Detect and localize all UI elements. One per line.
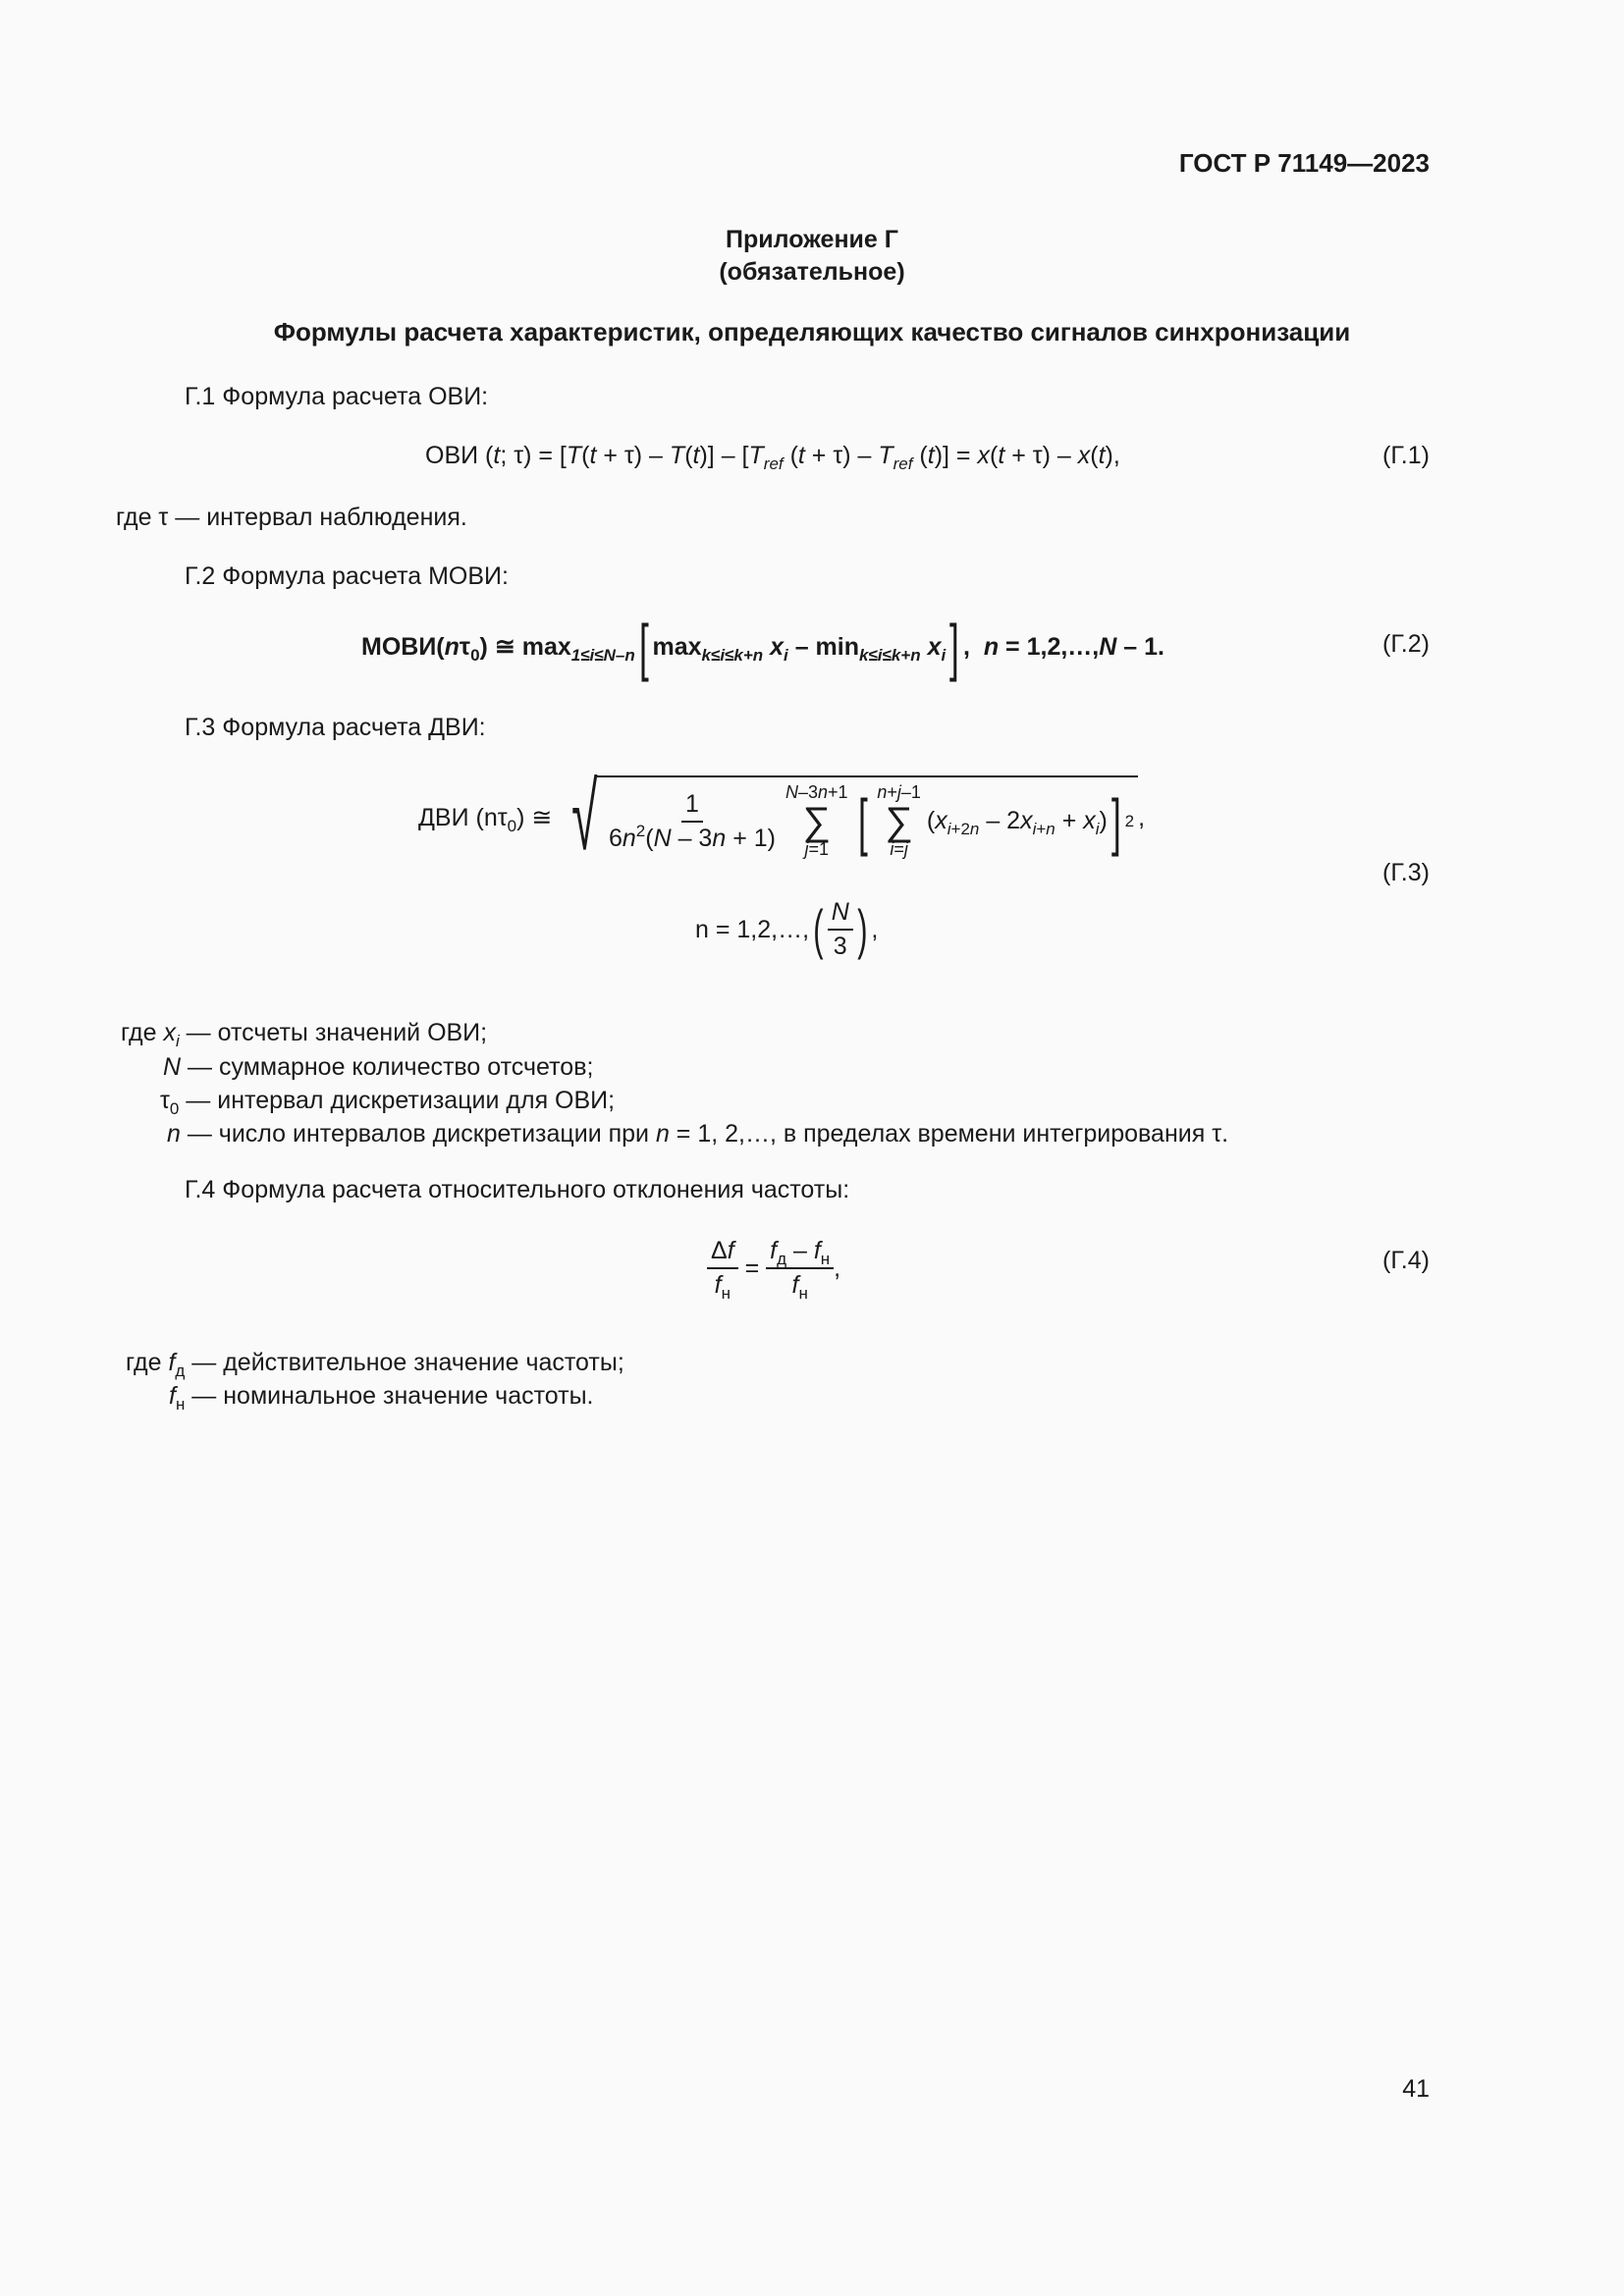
g3-intro: Г.3 Формула расчета ДВИ: xyxy=(185,714,486,741)
page-number: 41 xyxy=(1402,2075,1430,2103)
formula-g3: ДВИ $(n\tau_0)$ ≅ √ $\frac{1}{6n^2(N - 3n + 1)}$ N–3n+1 ∑ j=1 [ n+j–1 ∑ i=j $(x_{i+2n} - 2x_{i+n} + x_i)$ ] 2 , xyxy=(418,764,1146,870)
g3-label: ДВИ xyxy=(418,803,469,831)
definition-row: где $f_д$ — действительное значение частоты; xyxy=(126,1349,624,1380)
g2-intro: Г.2 Формула расчета МОВИ: xyxy=(185,562,509,590)
definition-row: $f_н$ — номинальное значение частоты. xyxy=(169,1382,594,1414)
g2-label: МОВИ xyxy=(361,632,437,661)
definition-row: где $x_i$ — отсчеты значений ОВИ; xyxy=(121,1019,488,1050)
formula-g3-range: n = 1,2,…, ( $\frac{N}{3}$ ) , xyxy=(695,898,879,960)
g4-intro: Г.4 Формула расчета относительного отклонения частоты: xyxy=(185,1176,850,1203)
eq-number-g2: (Г.2) xyxy=(1382,630,1430,658)
document-code: ГОСТ Р 71149—2023 xyxy=(1178,148,1430,178)
g2-tail: n = 1,2,…,N – 1. xyxy=(983,632,1164,661)
formula-g1: ОВИ (t; $\tau) = [T(t + \tau) - T(t)] - [T_{ref}$ $(t + \tau) - T_{ref}$ (t)] = x(t + τ) – x(t), xyxy=(425,442,1120,473)
definition-row: N — суммарное количество отсчетов; xyxy=(163,1053,594,1081)
g3-n-range: n = 1,2,…, xyxy=(695,915,810,943)
definition-row: $\tau_0$ — интервал дискретизации для ОВИ; xyxy=(160,1087,616,1118)
eq-number-g4: (Г.4) xyxy=(1382,1247,1430,1274)
appendix-title: Приложение Г xyxy=(726,226,898,253)
formula-g4: $\frac{\Delta f}{f_н}$ = $\frac{f_д - f_н}{f_н}$ , xyxy=(707,1231,840,1306)
eq-number-g1: (Г.1) xyxy=(1382,442,1430,469)
formula-g2: МОВИ $(n\tau_0)$ ≅ $\max_{1\le i\le N-n}$ [ $\max_{k\le i\le k+n} x_i - \min_{k\le i\le k+n} x_i$ ] , n = 1,2,…,N – 1. xyxy=(361,612,1164,682)
appendix-status: (обязательное) xyxy=(719,258,905,286)
g1-where: где τ — интервал наблюдения. xyxy=(116,504,467,531)
definition-row: n — число интервалов дискретизации при n = 1, 2,…, в пределах времени интегрирования τ. xyxy=(167,1120,1229,1148)
eq-number-g3: (Г.3) xyxy=(1382,859,1430,886)
g1-intro: Г.1 Формула расчета ОВИ: xyxy=(185,383,489,410)
section-title: Формулы расчета характеристик, определяющих качество сигналов синхронизации xyxy=(273,317,1351,347)
